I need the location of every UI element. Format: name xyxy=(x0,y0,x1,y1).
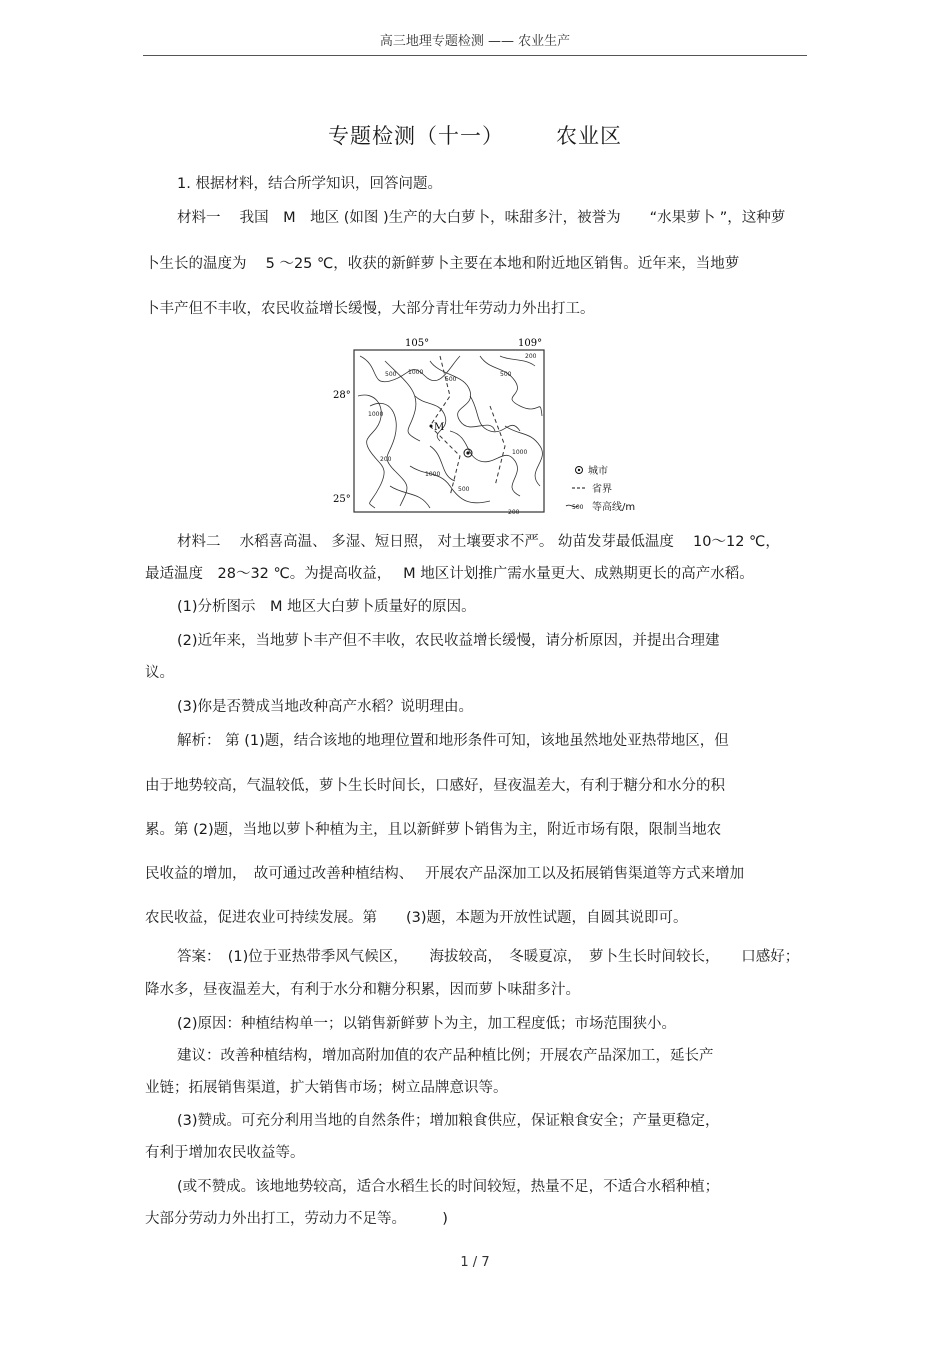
material-one-line: 卜生长的温度为 5 ～25 ℃，收获的新鲜萝卜主要在本地和附近地区销售。近年来，当地萝 xyxy=(145,256,740,272)
legend-city-label: 城市 xyxy=(588,466,608,477)
contour-label: 1000 xyxy=(368,411,384,418)
question-intro: 1. 根据材料，结合所学知识，回答问题。 xyxy=(177,176,442,192)
title-main: 专题检测（十一） xyxy=(328,124,504,148)
legend-contour-value: 500 xyxy=(572,504,584,511)
contour-label: 200 xyxy=(380,456,392,463)
contour-label: 500 xyxy=(500,371,512,378)
page-number: 1 / 7 xyxy=(460,1255,490,1270)
map-legend xyxy=(566,464,635,513)
point-m-label: M xyxy=(434,422,445,433)
contour-map xyxy=(330,336,636,518)
lat-28-label: 28° xyxy=(333,390,351,401)
contour-label: 1000 xyxy=(425,471,441,478)
analysis-line: 农民收益，促进农业可持续发展。第 (3)题，本题为开放性试题，自圆其说即可。 xyxy=(145,910,688,926)
page-header: 高三地理专题检测 —— 农业生产 xyxy=(379,34,571,49)
title-sub: 农业区 xyxy=(556,124,622,148)
lon-109-label: 109° xyxy=(518,338,543,349)
answer-line: 有利于增加农民收益等。 xyxy=(145,1145,305,1161)
material-two-line: 最适温度 28～32 ℃。为提高收益， M 地区计划推广需水量更大、成熟期更长的高产水稻。 xyxy=(145,566,754,582)
answer-line: (2)原因：种植结构单一；以销售新鲜萝卜为主，加工程度低；市场范围狭小。 xyxy=(177,1016,677,1032)
contour-label: 500 xyxy=(458,486,470,493)
answer-line: 降水多，昼夜温差大，有利于水分和糖分积累，因而萝卜味甜多汁。 xyxy=(145,982,580,998)
analysis-line: 累。第 (2)题，当地以萝卜种植为主，且以新鲜萝卜销售为主，附近市场有限，限制当地农 xyxy=(145,822,722,838)
lon-105-label: 105° xyxy=(405,338,430,349)
header-rule xyxy=(143,55,807,56)
answer-line: 大部分劳动力外出打工，劳动力不足等。 ) xyxy=(145,1211,448,1227)
legend-contour-label: 等高线/m xyxy=(592,502,636,513)
analysis-line: 民收益的增加， 故可通过改善种植结构、 开展农产品深加工以及拓展销售渠道等方式来增加 xyxy=(145,866,745,882)
legend-border-label: 省界 xyxy=(592,484,612,495)
analysis-line: 由于地势较高，气温较低，萝卜生长时间长，口感好，昼夜温差大，有利于糖分和水分的积 xyxy=(145,778,725,794)
contour-label: 500 xyxy=(445,376,457,383)
material-one-line: 材料一 我国 M 地区 (如图 )生产的大白萝卜，味甜多汁，被誉为 “水果萝卜 ”，这种萝 xyxy=(177,210,786,226)
answer-line: 业链；拓展销售渠道，扩大销售市场；树立品牌意识等。 xyxy=(145,1080,508,1096)
answer-line: 建议：改善种植结构，增加高附加值的农产品种植比例；开展农产品深加工，延长产 xyxy=(177,1048,714,1064)
contour-label: 200 xyxy=(525,353,537,360)
answer-line: 答案： (1)位于亚热带季风气候区， 海拔较高， 冬暖夏凉， 萝卜生长时间较长， 口感好； xyxy=(177,949,800,965)
lat-25-label: 25° xyxy=(333,494,351,505)
contour-label: 500 xyxy=(385,371,397,378)
answer-line: (或不赞成。该地地势较高，适合水稻生长的时间较短，热量不足，不适合水稻种植； xyxy=(177,1179,720,1195)
question-2: (2)近年来，当地萝卜丰产但不丰收，农民收益增长缓慢，请分析原因，并提出合理建 xyxy=(177,633,720,649)
material-one-line: 卜丰产但不丰收，农民收益增长缓慢，大部分青壮年劳动力外出打工。 xyxy=(145,301,595,317)
question-1: (1)分析图示 M 地区大白萝卜质量好的原因。 xyxy=(177,599,476,615)
analysis-line: 解析： 第 (1)题，结合该地的地理位置和地形条件可知，该地虽然地处亚热带地区，但 xyxy=(177,733,729,749)
contour-label: 1000 xyxy=(512,449,528,456)
question-3: (3)你是否赞成当地改种高产水稻？说明理由。 xyxy=(177,699,474,715)
contour-label: 1000 xyxy=(408,369,424,376)
answer-line: (3)赞成。可充分利用当地的自然条件；增加粮食供应，保证粮食安全；产量更稳定， xyxy=(177,1113,720,1129)
page-title xyxy=(0,120,950,150)
question-2-cont: 议。 xyxy=(145,665,174,681)
contour-label: 200 xyxy=(508,509,520,516)
material-two-line: 材料二 水稻喜高温、 多湿、短日照， 对土壤要求不严。 幼苗发芽最低温度 10～12 ℃， xyxy=(177,534,780,550)
